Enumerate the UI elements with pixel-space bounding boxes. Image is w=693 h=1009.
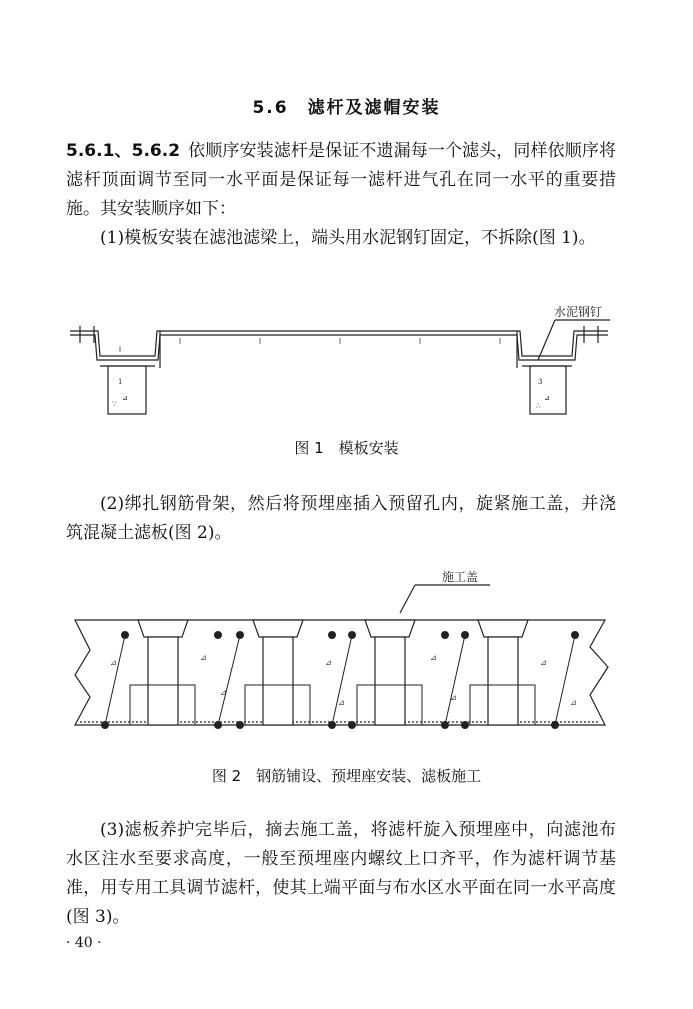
svg-text:⊿: ⊿ (122, 394, 128, 402)
svg-text:⊿: ⊿ (570, 698, 577, 707)
svg-text:⊿: ⊿ (220, 688, 227, 697)
step-3-paragraph: (3)滤板养护完毕后，摘去施工盖，将滤杆旋入预埋座中，向滤池布水区注水至要求高度，一般至预埋座内螺纹上口齐平，作为滤杆调节基准，用专用工具调节滤杆，使其上端平面与布水区水平面在同一水平高度(图 3)。 (66, 820, 616, 927)
embedded-seat-3 (365, 620, 415, 725)
figure-2-slab-diagram (70, 565, 615, 750)
embedded-seat-2 (253, 620, 303, 725)
figure-1-caption: 图 1 模板安装 (294, 439, 399, 457)
cement-nail-leader (538, 320, 555, 360)
section-number: 5.6 (252, 98, 289, 118)
step-2-paragraph: (2)绑扎钢筋骨架，然后将预埋座插入预留孔内，旋紧施工盖，并浇筑混凝土滤板(图 2)。 (66, 494, 616, 543)
clause-paragraph (66, 137, 616, 224)
clause-number: 5.6.1、5.6.2 (66, 141, 181, 161)
embedded-seat-1 (138, 620, 188, 725)
svg-text:⊿: ⊿ (200, 653, 207, 662)
figure-1-label: 水泥钢钉 (554, 305, 603, 319)
svg-text:⊿: ⊿ (544, 394, 550, 402)
figure-1-formwork-diagram (60, 298, 620, 423)
svg-text:⊿: ⊿ (450, 693, 457, 702)
svg-text:∵: ∵ (112, 400, 117, 408)
svg-text:⊿: ⊿ (430, 653, 437, 662)
svg-text:3: 3 (538, 378, 543, 386)
figure-2-caption: 图 2 钢筋铺设、预埋座安装、滤板施工 (211, 767, 482, 785)
svg-text:1: 1 (118, 378, 123, 386)
clause-text: 依顺序安装滤杆是保证不遗漏每一个滤头，同样依顺序将滤杆顶面调节至同一水平面是保证每一滤杆进气孔在同一水平的重要措施。其安装顺序如下： (66, 141, 616, 219)
construction-cap-leader (400, 585, 415, 613)
figure-2-label: 施工盖 (442, 570, 479, 584)
svg-text:⊿: ⊿ (338, 698, 345, 707)
section-heading (0, 93, 693, 118)
step-1-paragraph: (1)模板安装在滤池滤梁上，端头用水泥钢钉固定，不拆除(图 1)。 (100, 228, 596, 248)
svg-text:⊿: ⊿ (540, 658, 547, 667)
embedded-seat-4 (478, 620, 528, 725)
svg-text:⊿: ⊿ (325, 658, 332, 667)
svg-text:∴: ∴ (536, 402, 541, 410)
section-title: 滤杆及滤帽安装 (307, 98, 441, 118)
svg-text:⊿: ⊿ (110, 658, 117, 667)
page-number: · 40 · (66, 935, 102, 951)
